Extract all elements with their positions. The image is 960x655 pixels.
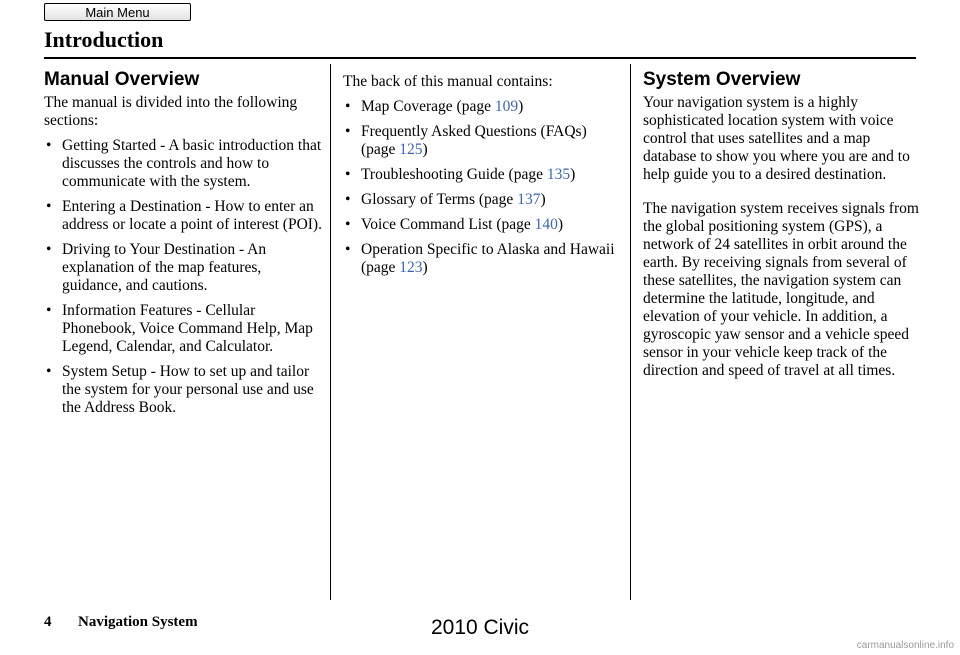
list-item-close: ) (422, 259, 428, 276)
page-link-140[interactable]: 140 (534, 216, 558, 233)
column-divider-right (630, 64, 631, 600)
title-rule (44, 57, 916, 59)
system-overview-para-2: The navigation system receives signals from the global positioning system (GPS), a network of 24 satellites in orbit around the earth. By receiving signals from several of these satellites, the navigation system can determine the latitude, longitude, and elevation of your vehicle. In addition, a gyroscopic yaw sensor and a vehicle speed sensor in your vehicle keep track of the direction and speed of travel at all times. (643, 200, 919, 379)
manual-sections-list (44, 137, 322, 417)
back-contents-intro: The back of this manual contains: (343, 73, 553, 90)
list-item-close: ) (422, 141, 428, 158)
list-item-text: Voice Command List (page (361, 216, 535, 233)
list-item: • Information Features - Cellular Phonebook, Voice Command Help, Map Legend, Calendar, and Calculator. (44, 302, 322, 356)
manual-overview-heading: Manual Overview (44, 69, 200, 90)
list-item-close: ) (518, 98, 524, 115)
manual-overview-intro: The manual is divided into the following sections: (44, 94, 298, 129)
back-contents-list (343, 98, 621, 277)
list-item-close: ) (557, 216, 564, 233)
back-contents-column (343, 73, 621, 277)
list-item: • Entering a Destination - How to enter an address or locate a point of interest (POI). (44, 198, 322, 234)
list-item (343, 216, 621, 234)
site-watermark: carmanualsonline.info (856, 640, 954, 651)
list-item-text: Glossary of Terms (page (361, 191, 518, 208)
list-item: • System Setup - How to set up and tailor the system for your personal use and use the Address Book. (44, 363, 322, 417)
page-link-125[interactable]: 125 (399, 141, 423, 158)
list-item-text: Frequently Asked Questions (FAQs) (page (361, 123, 587, 158)
manual-overview-column (44, 66, 322, 417)
list-item: • Driving to Your Destination - An explanation of the map features, guidance, and cautions. (44, 241, 322, 295)
system-overview-heading: System Overview (643, 69, 801, 90)
list-item: • Getting Started - A basic introduction that discusses the controls and how to communicate with the system. (44, 137, 322, 191)
list-item (343, 123, 621, 159)
system-overview-para-1: Your navigation system is a highly sophisticated location system with voice control that uses satellites and a map database to show you where you are and to help guide you to a desired destination. (643, 94, 910, 183)
page-link-135[interactable]: 135 (546, 166, 571, 183)
page-number: 4 (44, 614, 52, 630)
list-item-text: Troubleshooting Guide (page (361, 166, 547, 183)
page-link-123[interactable]: 123 (399, 259, 423, 276)
list-item-close: ) (570, 166, 576, 183)
list-item-text: Map Coverage (page (361, 98, 495, 115)
page-title: Introduction (44, 27, 164, 52)
list-item (343, 241, 621, 277)
page-link-137[interactable]: 137 (517, 191, 541, 208)
page-link-109[interactable]: 109 (494, 98, 519, 115)
list-item (343, 166, 621, 184)
model-watermark: 2010 Civic (430, 616, 530, 639)
list-item (343, 98, 621, 116)
list-item-close: ) (540, 191, 546, 208)
list-item-text: Operation Specific to Alaska and Hawaii (page (361, 241, 615, 276)
column-divider-left (330, 64, 331, 600)
main-menu-button[interactable]: Main Menu (44, 3, 191, 21)
system-overview-column (643, 66, 925, 380)
footer-title: Navigation System (78, 614, 198, 630)
list-item (343, 191, 621, 209)
